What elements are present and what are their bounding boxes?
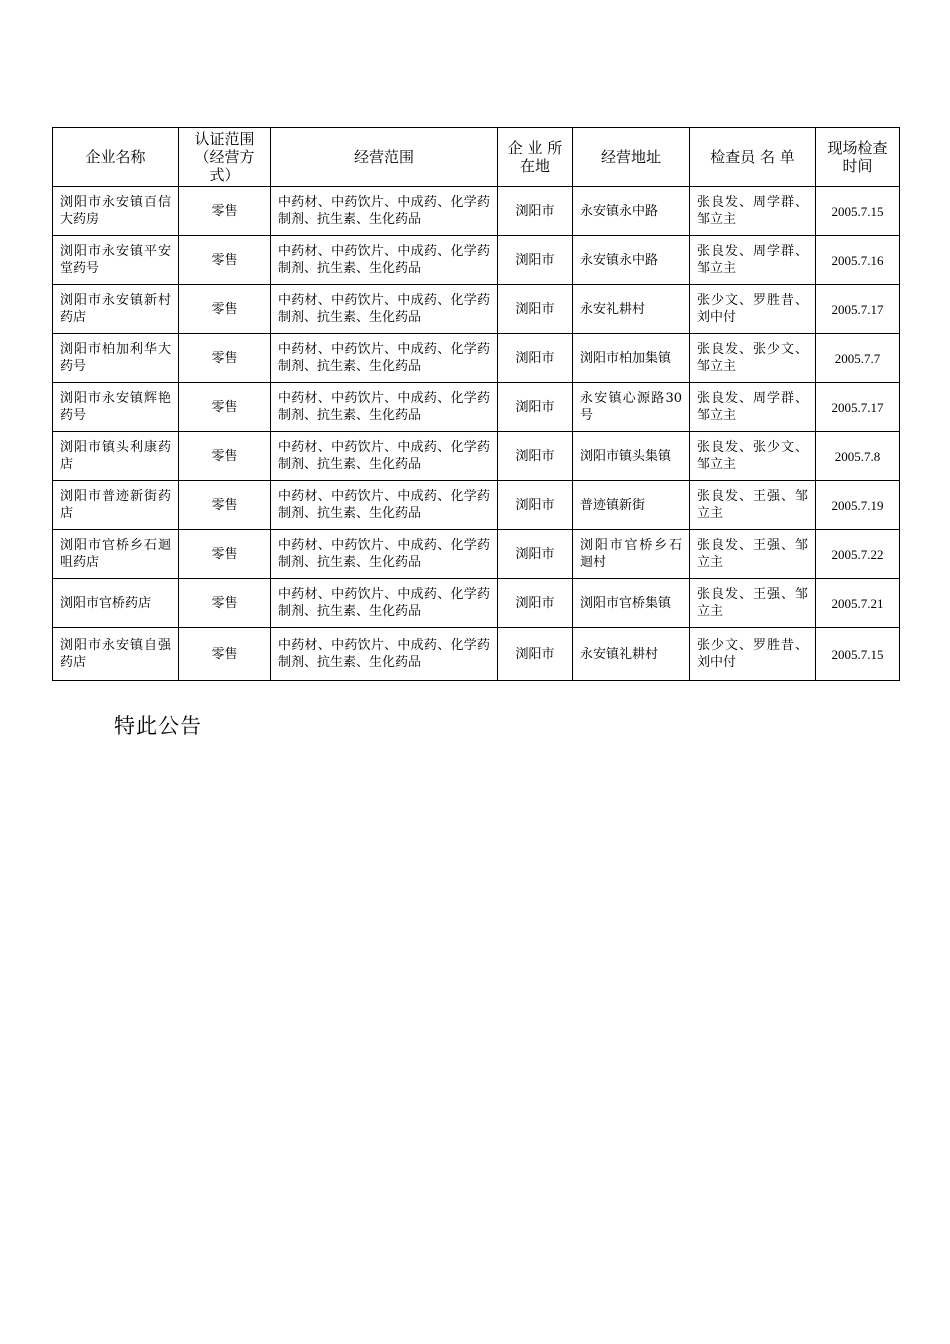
cell-scope: 中药材、中药饮片、中成药、化学药制剂、抗生素、生化药品 [271, 579, 498, 628]
cell-date: 2005.7.7 [816, 334, 900, 383]
cell-mode: 零售 [179, 530, 271, 579]
cell-name: 浏阳市柏加利华大药号 [53, 334, 179, 383]
table-row [53, 285, 900, 334]
cell-date: 2005.7.15 [816, 628, 900, 681]
cell-scope: 中药材、中药饮片、中成药、化学药制剂、抗生素、生化药品 [271, 236, 498, 285]
cell-city: 浏阳市 [498, 481, 573, 530]
cell-date: 2005.7.22 [816, 530, 900, 579]
cell-name: 浏阳市永安镇辉艳药号 [53, 383, 179, 432]
cell-city: 浏阳市 [498, 187, 573, 236]
header-date: 现场检查时间 [816, 128, 900, 187]
inspection-table [52, 127, 900, 681]
cell-scope: 中药材、中药饮片、中成药、化学药制剂、抗生素、生化药品 [271, 432, 498, 481]
announcement-closing: 特此公告 [114, 714, 202, 738]
cell-mode: 零售 [179, 236, 271, 285]
cell-name: 浏阳市永安镇自强药店 [53, 628, 179, 681]
cell-city: 浏阳市 [498, 628, 573, 681]
cell-name: 浏阳市普迹新街药店 [53, 481, 179, 530]
table-row [53, 530, 900, 579]
cell-date: 2005.7.8 [816, 432, 900, 481]
cell-name: 浏阳市官桥乡石迴咀药店 [53, 530, 179, 579]
cell-city: 浏阳市 [498, 579, 573, 628]
header-scope: 经营范围 [271, 128, 498, 187]
table-row [53, 432, 900, 481]
table-row [53, 383, 900, 432]
cell-scope: 中药材、中药饮片、中成药、化学药制剂、抗生素、生化药品 [271, 285, 498, 334]
cell-name: 浏阳市永安镇新村药店 [53, 285, 179, 334]
cell-inspectors: 张良发、王强、邹立主 [690, 579, 816, 628]
table-row [53, 236, 900, 285]
table-row [53, 187, 900, 236]
table-row [53, 579, 900, 628]
cell-scope: 中药材、中药饮片、中成药、化学药制剂、抗生素、生化药品 [271, 187, 498, 236]
cell-scope: 中药材、中药饮片、中成药、化学药制剂、抗生素、生化药品 [271, 383, 498, 432]
cell-city: 浏阳市 [498, 236, 573, 285]
cell-inspectors: 张良发、张少文、邹立主 [690, 334, 816, 383]
cell-inspectors: 张少文、罗胜昔、刘中付 [690, 628, 816, 681]
cell-scope: 中药材、中药饮片、中成药、化学药制剂、抗生素、生化药品 [271, 530, 498, 579]
cell-city: 浏阳市 [498, 285, 573, 334]
cell-inspectors: 张良发、张少文、邹立主 [690, 432, 816, 481]
cell-date: 2005.7.16 [816, 236, 900, 285]
cell-name: 浏阳市永安镇平安堂药号 [53, 236, 179, 285]
cell-date: 2005.7.17 [816, 383, 900, 432]
cell-address: 浏阳市官桥集镇 [573, 579, 690, 628]
cell-inspectors: 张良发、周学群、邹立主 [690, 383, 816, 432]
cell-city: 浏阳市 [498, 383, 573, 432]
cell-address: 永安礼耕村 [573, 285, 690, 334]
table-row [53, 628, 900, 681]
cell-name: 浏阳市永安镇百信大药房 [53, 187, 179, 236]
cell-mode: 零售 [179, 432, 271, 481]
cell-mode: 零售 [179, 579, 271, 628]
header-mode: 认证范围（经营方式） [179, 128, 271, 187]
cell-date: 2005.7.15 [816, 187, 900, 236]
cell-mode: 零售 [179, 187, 271, 236]
cell-address: 永安镇永中路 [573, 187, 690, 236]
cell-date: 2005.7.17 [816, 285, 900, 334]
cell-mode: 零售 [179, 628, 271, 681]
cell-city: 浏阳市 [498, 432, 573, 481]
cell-address: 永安镇心源路30号 [573, 383, 690, 432]
cell-address: 永安镇永中路 [573, 236, 690, 285]
cell-inspectors: 张良发、王强、邹立主 [690, 530, 816, 579]
cell-scope: 中药材、中药饮片、中成药、化学药制剂、抗生素、生化药品 [271, 628, 498, 681]
cell-name: 浏阳市官桥药店 [53, 579, 179, 628]
cell-date: 2005.7.19 [816, 481, 900, 530]
cell-mode: 零售 [179, 481, 271, 530]
header-address: 经营地址 [573, 128, 690, 187]
cell-city: 浏阳市 [498, 334, 573, 383]
cell-mode: 零售 [179, 285, 271, 334]
cell-address: 永安镇礼耕村 [573, 628, 690, 681]
header-city: 企 业 所在地 [498, 128, 573, 187]
cell-mode: 零售 [179, 334, 271, 383]
cell-date: 2005.7.21 [816, 579, 900, 628]
table-header-row [53, 128, 900, 187]
cell-address: 浏阳市柏加集镇 [573, 334, 690, 383]
cell-mode: 零售 [179, 383, 271, 432]
header-inspectors: 检查员 名 单 [690, 128, 816, 187]
cell-inspectors: 张良发、周学群、邹立主 [690, 187, 816, 236]
cell-name: 浏阳市镇头利康药店 [53, 432, 179, 481]
cell-inspectors: 张良发、王强、邹立主 [690, 481, 816, 530]
cell-address: 普迹镇新街 [573, 481, 690, 530]
cell-city: 浏阳市 [498, 530, 573, 579]
cell-address: 浏阳市官桥乡石迴村 [573, 530, 690, 579]
cell-inspectors: 张少文、罗胜昔、刘中付 [690, 285, 816, 334]
cell-scope: 中药材、中药饮片、中成药、化学药制剂、抗生素、生化药品 [271, 334, 498, 383]
table-row [53, 481, 900, 530]
cell-inspectors: 张良发、周学群、邹立主 [690, 236, 816, 285]
cell-address: 浏阳市镇头集镇 [573, 432, 690, 481]
cell-scope: 中药材、中药饮片、中成药、化学药制剂、抗生素、生化药品 [271, 481, 498, 530]
header-name: 企业名称 [53, 128, 179, 187]
table-row [53, 334, 900, 383]
